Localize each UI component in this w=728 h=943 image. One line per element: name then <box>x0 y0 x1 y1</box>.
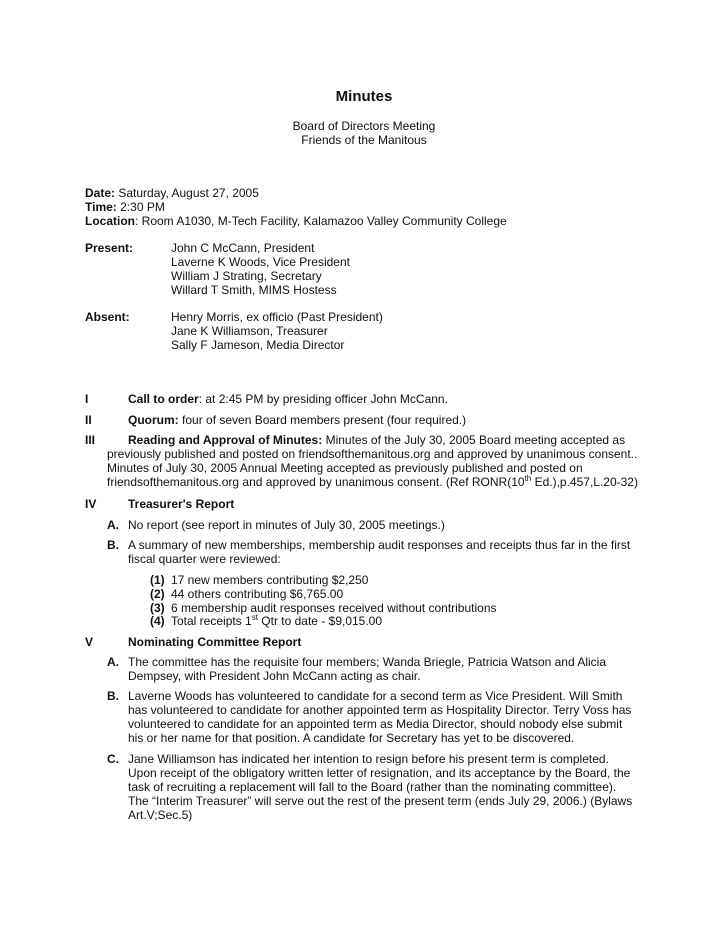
present-list <box>171 241 350 297</box>
location-label: Location <box>85 214 135 228</box>
absent-label: Absent: <box>85 310 130 324</box>
subsection-b <box>107 689 637 745</box>
section-numeral: III <box>85 433 96 447</box>
present-name: Laverne K Woods, Vice President <box>171 255 350 269</box>
section-text: : at 2:45 PM by presiding officer John McCann. <box>198 392 448 406</box>
subsection-b <box>107 538 637 566</box>
section-line <box>128 392 448 406</box>
section-heading: Quorum: <box>128 413 179 427</box>
section-body <box>85 433 645 489</box>
subtitle-line-2: Friends of the Manitous <box>301 133 427 147</box>
time-line <box>85 200 685 214</box>
section-numeral: II <box>85 413 92 427</box>
subsection-text: Laverne Woods has volunteered to candidate for a second term as Vice President. Will Smith has volunteered to candidate for another appointed term as Hospitality Director. Terry Voss has volunteered to candidate for an appointed term as Media Director, should nobody else submit his or her name for that position. A candidate for Secretary has yet to be discovered. <box>128 689 632 745</box>
item-number: (2) <box>150 587 165 601</box>
subsection-text: Jane Williamson has indicated her intention to resign before his present term is completed. Upon receipt of the obligatory written letter of resignation, and its acceptance by the Board, the task of recruiting a replacement will fall to the Board (rather than the nominating committee). The “Interim Treasurer” will serve out the rest of the present term (ends July 29, 2006.) (Bylaws Art.V;Sec.5) <box>128 752 633 822</box>
time-value: 2:30 PM <box>116 200 165 214</box>
receipt-item <box>150 614 382 628</box>
receipt-item <box>150 587 343 601</box>
section-heading: Nominating Committee Report <box>128 635 302 649</box>
section-minutes-approval <box>85 433 645 489</box>
absent-name: Sally F Jameson, Media Director <box>171 338 345 352</box>
subsection-letter: B. <box>107 689 119 703</box>
section-heading: Call to order <box>128 392 199 406</box>
item-number: (4) <box>150 614 165 628</box>
item-text-end: Qtr to date - $9,015.00 <box>257 614 383 628</box>
absent-name: Henry Morris, ex officio (Past President) <box>171 310 383 324</box>
location-value: : Room A1030, M-Tech Facility, Kalamazoo Valley Community College <box>135 214 507 228</box>
item-text: 17 new members contributing $2,250 <box>171 573 369 587</box>
subsection-letter: A. <box>107 518 119 532</box>
subsection-letter: C. <box>107 752 119 766</box>
section-heading: Treasurer's Report <box>128 497 235 511</box>
receipt-item <box>150 601 497 615</box>
item-number: (1) <box>150 573 165 587</box>
section-numeral: V <box>85 635 94 649</box>
subsection-letter: A. <box>107 655 119 669</box>
date-value: Saturday, August 27, 2005 <box>115 186 259 200</box>
date-line <box>85 186 685 200</box>
ordinal-suffix: th <box>524 474 532 483</box>
meeting-info <box>85 186 685 228</box>
time-label: Time: <box>85 200 117 214</box>
item-text: 44 others contributing $6,765.00 <box>171 587 344 601</box>
subtitle <box>0 119 728 147</box>
section-numeral: I <box>85 392 89 406</box>
absent-list <box>171 310 383 352</box>
subsection-a <box>107 518 637 532</box>
present-name: William J Strating, Secretary <box>171 269 322 283</box>
subsection-a <box>107 655 637 683</box>
section-text: four of seven Board members present (four required.) <box>178 413 467 427</box>
subsection-text: A summary of new memberships, membership audit responses and receipts thus far in the first fiscal quarter were reviewed: <box>128 538 631 566</box>
section-numeral: IV <box>85 497 97 511</box>
section-line <box>128 413 466 427</box>
item-text: 6 membership audit responses received without contributions <box>171 601 497 615</box>
section-heading: Reading and Approval of Minutes: <box>128 433 323 447</box>
present-name: John C McCann, President <box>171 241 315 255</box>
present-name: Willard T Smith, MIMS Hostess <box>171 283 337 297</box>
location-line <box>85 214 685 228</box>
subsection-letter: B. <box>107 538 119 552</box>
item-text: Total receipts 1 <box>171 614 252 628</box>
page-title: Minutes <box>335 88 393 105</box>
date-label: Date: <box>85 186 116 200</box>
receipt-item <box>150 573 368 587</box>
subsection-text: No report (see report in minutes of July 30, 2005 meetings.) <box>128 518 445 532</box>
subsection-text: The committee has the requisite four members; Wanda Briegle, Patricia Watson and Alicia Dempsey, with President John McCann acting as chair. <box>128 655 606 683</box>
absent-name: Jane K Williamson, Treasurer <box>171 324 328 338</box>
section-text: Minutes of the July 30, 2005 Board meeting accepted as previously published and posted on friendsofthemanitous.org and approved by unanimous consent.. Minutes of July 30, 2005 Annual Meeting accepted as previously published and posted on friendsofthemanitous.org and approved by unanimous consent. (Ref RONR(10 <box>107 433 638 489</box>
subtitle-line-1: Board of Directors Meeting <box>292 119 436 133</box>
ordinal-suffix: st <box>251 613 258 622</box>
subsection-c <box>107 752 637 822</box>
present-label: Present: <box>85 241 134 255</box>
item-number: (3) <box>150 601 165 615</box>
section-text-end: Ed.),p.457,L.20-32) <box>531 475 638 489</box>
